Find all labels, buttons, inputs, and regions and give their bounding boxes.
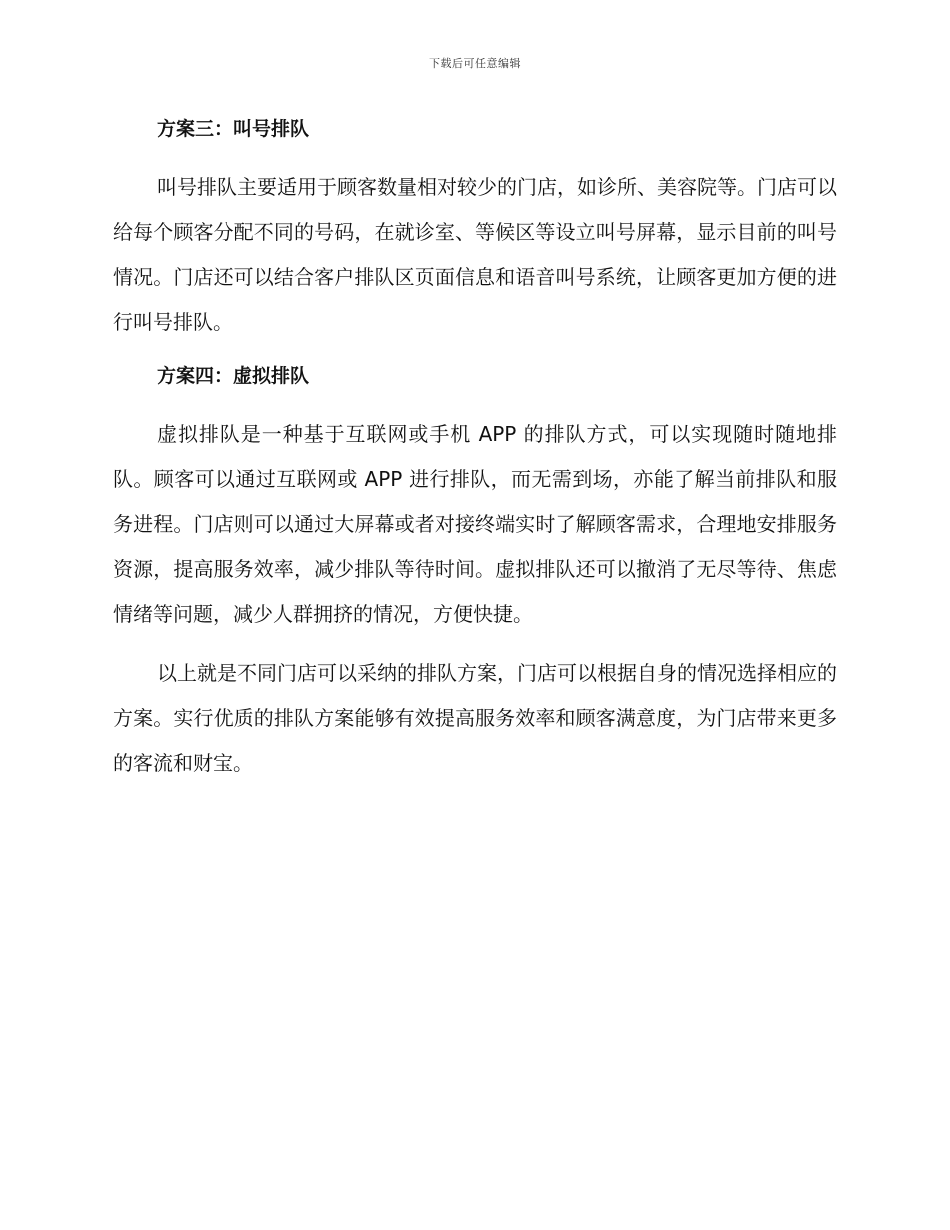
section-heading-plan-three: 方案三：叫号排队 xyxy=(157,118,310,140)
document-body xyxy=(113,112,837,786)
section-paragraph-plan-three: 叫号排队主要适用于顾客数量相对较少的门店，如诊所、美容院等。门店可以给每个顾客分配不同的号码，在就诊室、等候区等设立叫号屏幕，显示目前的叫号情况。门店还可以结合客户排队区页面信息和语音叫号系统，让顾客更加方便的进行叫号排队。 xyxy=(113,175,837,334)
page-header: 下载后可任意编辑 xyxy=(429,57,521,70)
section-heading-plan-four: 方案四：虚拟排队 xyxy=(157,365,310,387)
conclusion-paragraph: 以上就是不同门店可以采纳的排队方案，门店可以根据自身的情况选择相应的方案。实行优质的排队方案能够有效提高服务效率和顾客满意度，为门店带来更多的客流和财宝。 xyxy=(113,661,837,775)
section-paragraph-plan-four: 虚拟排队是一种基于互联网或手机 APP 的排队方式，可以实现随时随地排队。顾客可以通过互联网或 APP 进行排队，而无需到场，亦能了解当前排队和服务进程。门店则可以通过大屏幕或者对接终端实时了解顾客需求，合理地安排服务资源，提高服务效率，减少排队等待时间。虚拟排队还可以撤消了无尽等待、焦虑情绪等问题，减少人群拥挤的情况，方便快捷。 xyxy=(113,422,837,626)
